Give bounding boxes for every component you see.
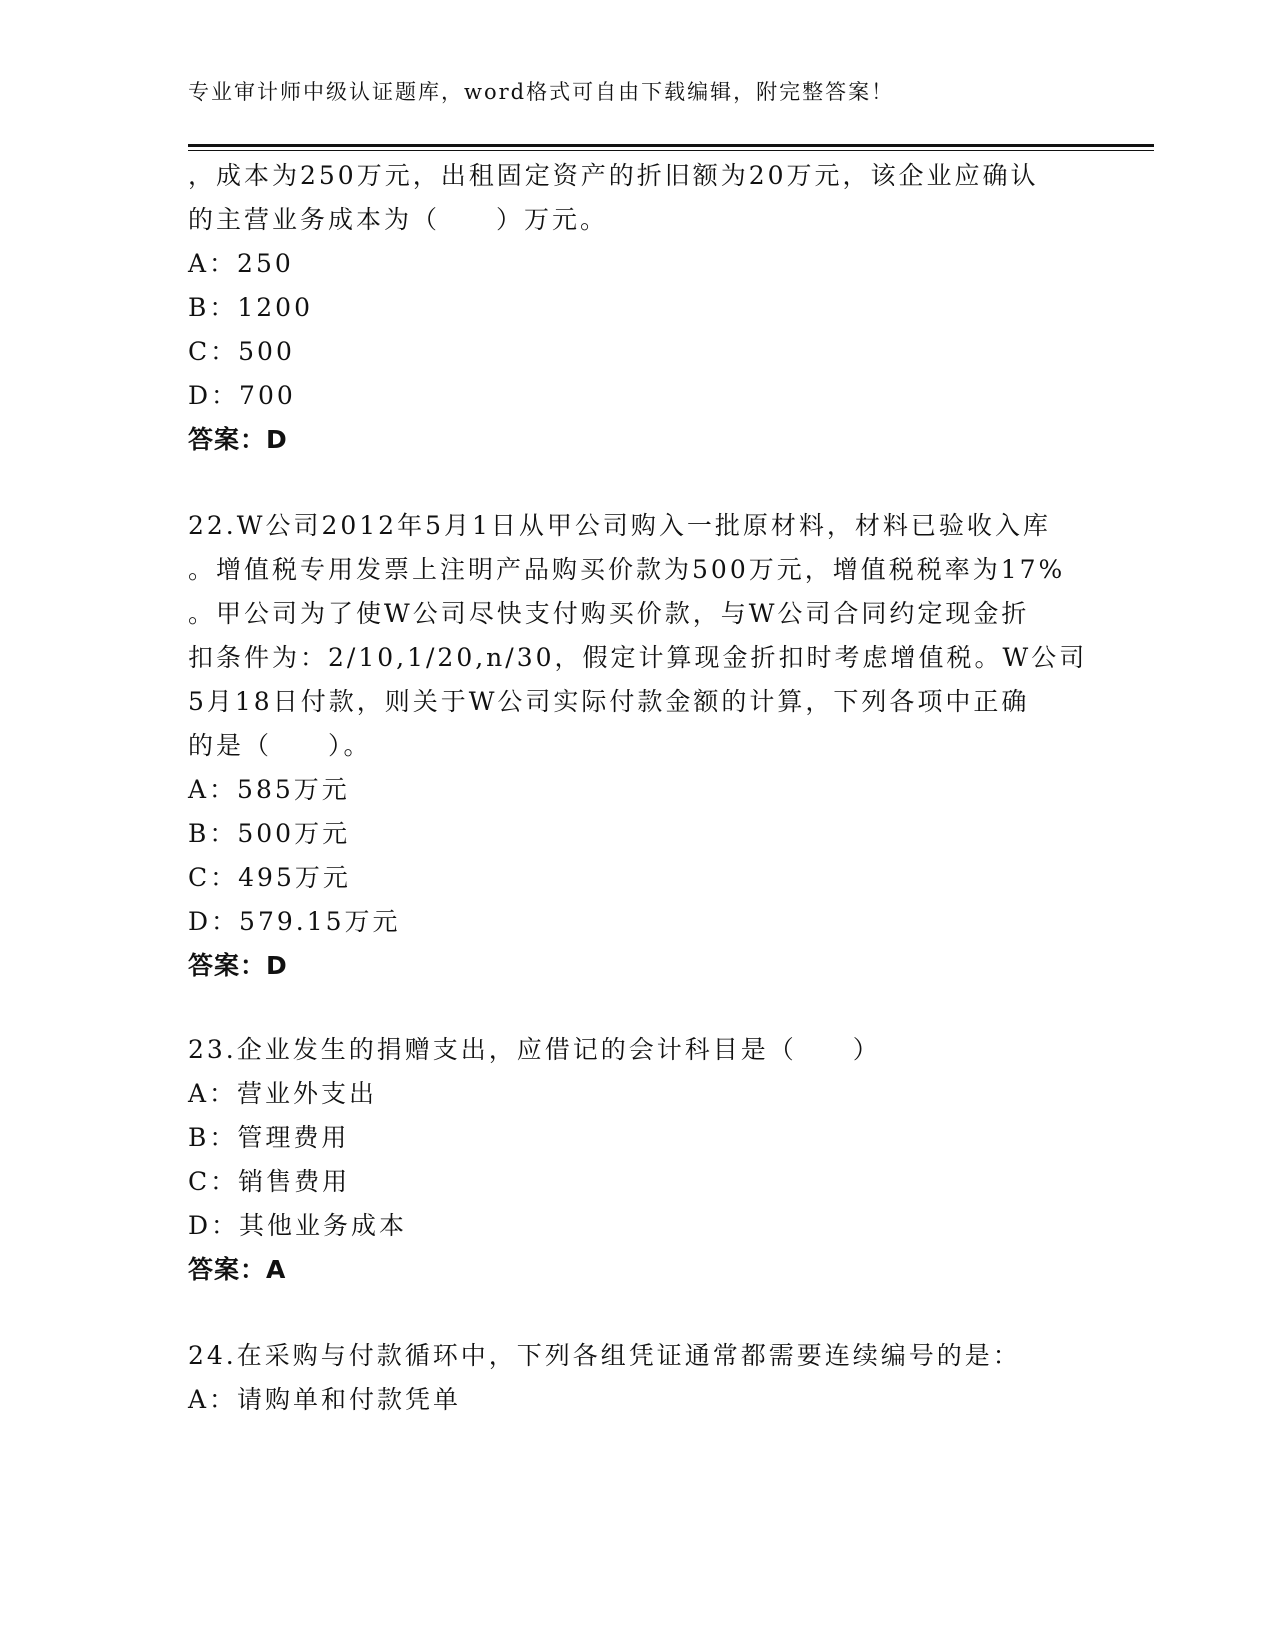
question-22-line-4: 扣条件为：2/10,1/20,n/30，假定计算现金折扣时考虑增值税。W公司 [188, 643, 1088, 672]
question-21-line-1: ，成本为250万元，出租固定资产的折旧额为20万元，该企业应确认 [188, 161, 1039, 190]
question-24-option-a: A：请购单和付款凭单 [188, 1385, 462, 1414]
page-header: 专业审计师中级认证题库，word格式可自由下载编辑，附完整答案！ [188, 80, 895, 104]
question-21-line-2: 的主营业务成本为（ ）万元。 [188, 205, 609, 234]
question-22-line-3: 。甲公司为了使W公司尽快支付购买价款，与W公司合同约定现金折 [188, 599, 1030, 628]
question-23-answer: 答案：A [188, 1255, 287, 1284]
header-rule-thin [188, 150, 1154, 151]
question-22-line-2: 。增值税专用发票上注明产品购买价款为500万元，增值税税率为17% [188, 555, 1066, 584]
question-21-option-c: C：500 [188, 337, 295, 366]
question-23-option-a: A：营业外支出 [188, 1079, 378, 1108]
question-24-line-1: 24.在采购与付款循环中，下列各组凭证通常都需要连续编号的是： [188, 1341, 1021, 1370]
question-22-option-d: D：579.15万元 [188, 907, 401, 936]
question-22-line-6: 的是（ ）。 [188, 731, 372, 760]
question-21-option-a: A：250 [188, 249, 294, 278]
question-23-option-c: C：销售费用 [188, 1167, 351, 1196]
question-22-option-b: B：500万元 [188, 819, 351, 848]
question-23-line-1: 23.企业发生的捐赠支出，应借记的会计科目是（ ） [188, 1035, 881, 1064]
question-22-answer: 答案：D [188, 951, 288, 980]
question-23-option-d: D：其他业务成本 [188, 1211, 408, 1240]
header-rule-thick [188, 144, 1154, 147]
question-22-line-5: 5月18日付款，则关于W公司实际付款金额的计算，下列各项中正确 [188, 687, 1030, 716]
question-23-option-b: B：管理费用 [188, 1123, 350, 1152]
question-22-option-a: A：585万元 [188, 775, 350, 804]
question-22-line-1: 22.W公司2012年5月1日从甲公司购入一批原材料，材料已验收入库 [188, 511, 1051, 540]
question-21-option-b: B：1200 [188, 293, 313, 322]
question-22-option-c: C：495万元 [188, 863, 351, 892]
question-21-option-d: D：700 [188, 381, 296, 410]
question-21-answer: 答案：D [188, 425, 288, 454]
